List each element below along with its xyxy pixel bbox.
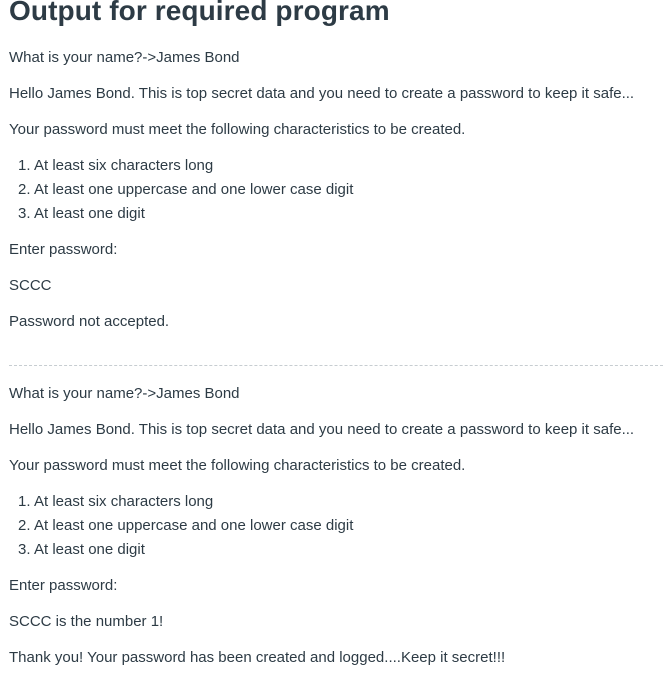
result-message: Password not accepted. — [9, 313, 170, 330]
rule-item — [18, 156, 213, 176]
name-prompt-line: What is your name?->James Bond — [9, 385, 240, 402]
rule-number: 3. — [18, 541, 31, 558]
result-message: Thank you! Your password has been created and logged....Keep it secret!!! — [9, 649, 506, 666]
rule-number: 3. — [18, 205, 31, 222]
enter-password-prompt: Enter password: — [9, 577, 118, 594]
rule-text: At least one uppercase and one lower case digit — [34, 517, 354, 534]
rule-item — [18, 492, 213, 512]
rule-number: 2. — [18, 181, 31, 198]
rule-number: 2. — [18, 517, 31, 534]
rule-text: At least one digit — [34, 205, 145, 222]
rule-number: 1. — [18, 493, 31, 510]
greeting-line: Hello James Bond. This is top secret data and you need to create a password to keep it safe... — [9, 85, 635, 102]
rules-intro-line: Your password must meet the following characteristics to be created. — [9, 457, 466, 474]
greeting-line: Hello James Bond. This is top secret data and you need to create a password to keep it safe... — [9, 421, 635, 438]
rule-item — [18, 180, 353, 200]
rule-text: At least six characters long — [34, 157, 214, 174]
rule-number: 1. — [18, 157, 31, 174]
rule-item — [18, 204, 145, 224]
enter-password-prompt: Enter password: — [9, 241, 118, 258]
password-input-echo: SCCC is the number 1! — [9, 613, 164, 630]
rule-item — [18, 516, 353, 536]
name-prompt-line: What is your name?->James Bond — [9, 49, 240, 66]
rule-text: At least six characters long — [34, 493, 214, 510]
rule-item — [18, 540, 145, 560]
password-input-echo: SCCC — [9, 277, 52, 294]
rule-text: At least one uppercase and one lower case digit — [34, 181, 354, 198]
page-title: Output for required program — [9, 0, 390, 26]
divider — [9, 365, 663, 366]
rule-text: At least one digit — [34, 541, 145, 558]
rules-intro-line: Your password must meet the following characteristics to be created. — [9, 121, 466, 138]
